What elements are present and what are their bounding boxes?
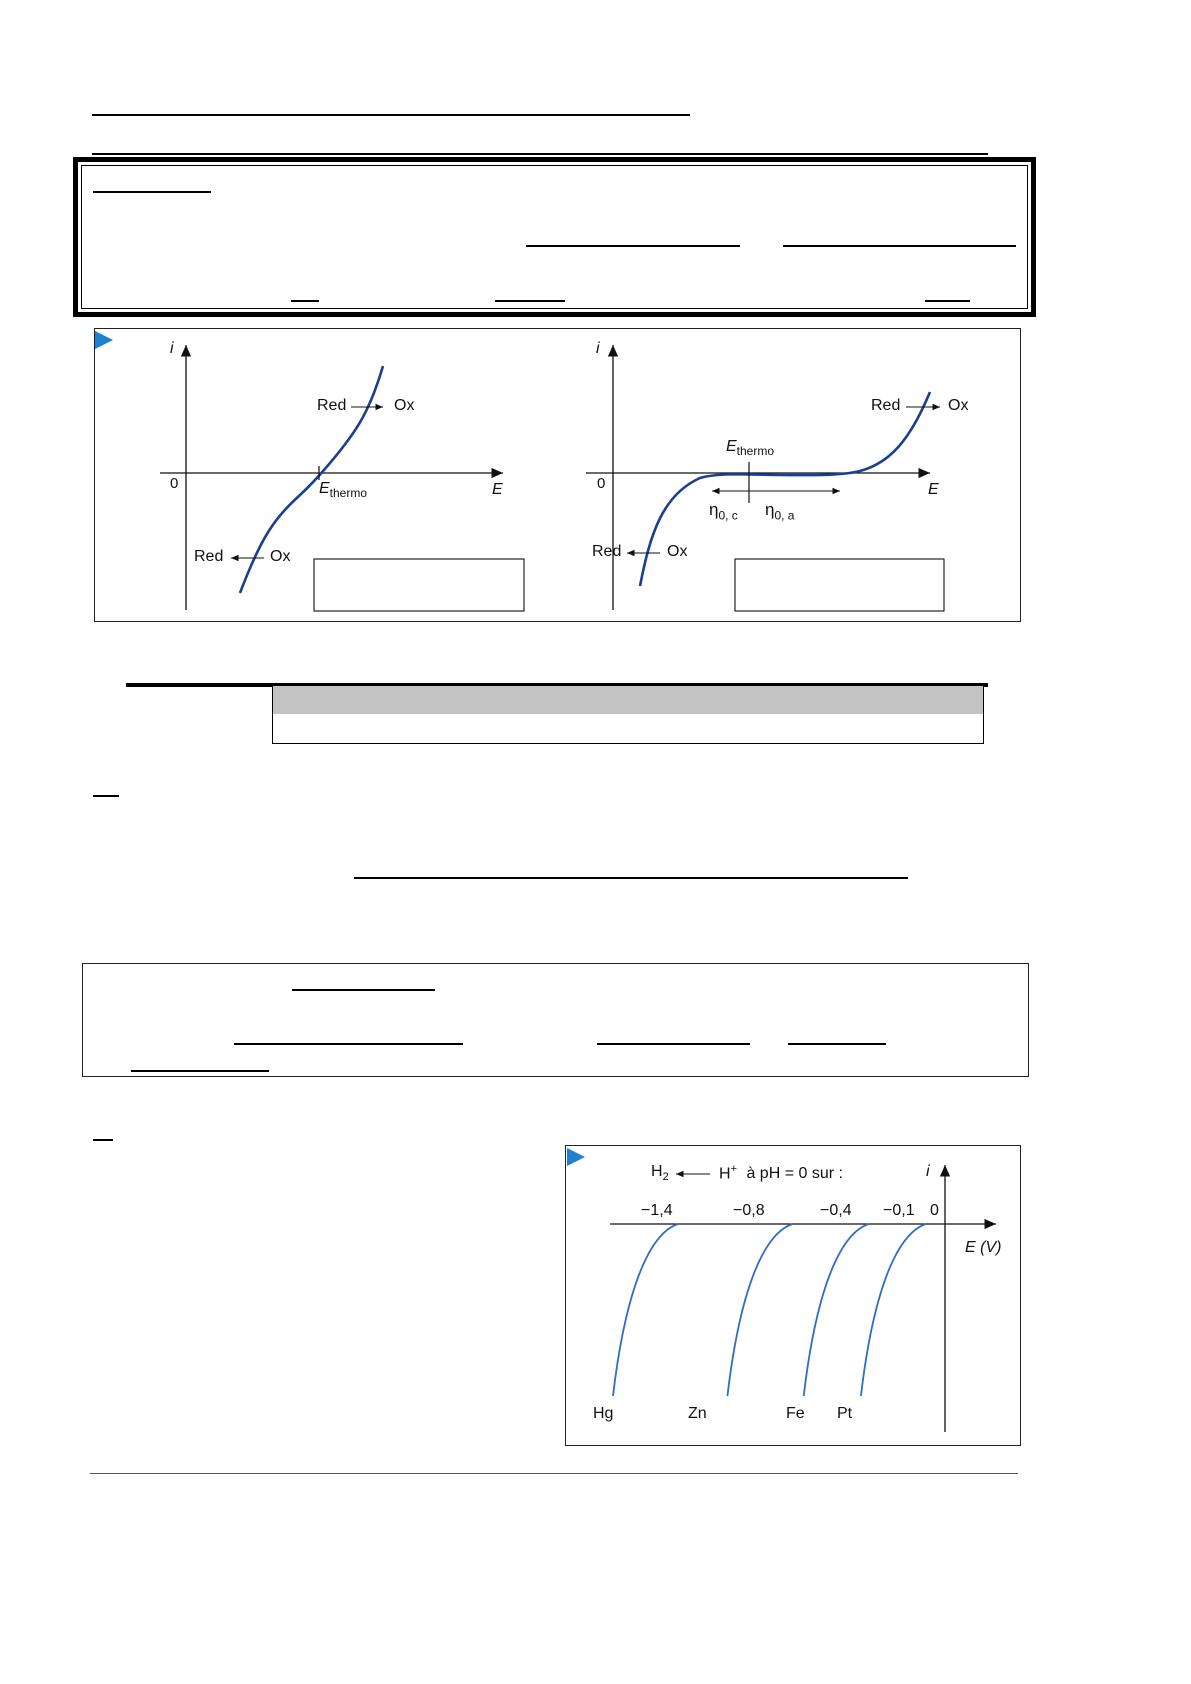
fig2-title [651,1163,669,1183]
fig2-tick-label: 0 [930,1202,939,1219]
right-eta-c-main: η [709,500,719,519]
fig2-metal-label: Hg [593,1405,614,1422]
fig2-tick-label: −1,4 [641,1202,673,1219]
left-axis-i-label: i [170,340,174,357]
box2-underline-c [597,1043,750,1045]
fig2-title-h2: H [651,1163,663,1180]
fig2-axis-i-label: i [926,1163,930,1180]
section-banner-shade [273,686,983,714]
fig2-tick-label: −0,4 [820,1202,852,1219]
definition-box [73,157,1036,317]
definition-underline-b [783,245,1016,247]
fig2-title-plus: + [730,1163,737,1175]
right-e-thermo-label [726,438,774,458]
fig2-metal-label: Pt [837,1405,853,1422]
fig2-tick-label: −0,1 [883,1202,915,1219]
left-e-thermo-label [319,480,367,500]
left-axis-e-label: E [492,481,503,498]
fig2-tick-label: −0,8 [733,1202,765,1219]
left-e-thermo-main: E [319,480,330,497]
footer-rule [90,1473,1018,1474]
box2-underline-a [292,989,435,991]
left-reduction-ox: Ox [270,548,291,565]
figure2-marker-icon [567,1148,585,1166]
header-rule-2 [92,153,988,155]
fig2-metal-label: Zn [688,1405,707,1422]
definition-underline-a [526,245,740,247]
figure1-frame [94,328,1021,622]
fig2-title-h2-sub: 2 [662,1171,669,1184]
paragraph-1-marker [93,795,119,797]
right-axis-i-label: i [596,340,600,357]
fig2-axis-e-text: E (V) [965,1239,1002,1256]
right-reduction-ox: Ox [667,543,688,560]
box2-underline-b [234,1043,463,1045]
left-oxidation-red: Red [317,397,347,414]
right-eta-c-label [709,500,738,522]
left-origin-label: 0 [170,475,179,492]
paragraph-2-marker [93,1139,113,1141]
right-origin-label: 0 [597,475,606,492]
definition-title-underline [93,191,211,193]
right-e-thermo-main: E [726,438,737,455]
figure1-marker-icon [95,331,113,349]
fig2-title-rest: à pH = 0 sur : [746,1165,843,1183]
left-reduction-red: Red [194,548,224,565]
fig2-metal-label: Fe [786,1405,805,1422]
fig2-axis-e-label [965,1239,1001,1257]
definition-underline-d [495,300,565,302]
fig2-title-h: H [719,1165,731,1183]
left-e-thermo-sub: thermo [329,486,368,501]
box2-underline-e [131,1070,269,1072]
fig2-title-hplus [719,1163,843,1183]
right-oxidation-red: Red [871,397,901,414]
right-eta-a-sub: 0, a [774,508,795,523]
box2-underline-d [788,1043,886,1045]
right-reduction-red: Red [592,543,622,560]
definition-underline-c [291,300,319,302]
section-banner [272,686,984,744]
definition-underline-e [925,300,970,302]
left-oxidation-ox: Ox [394,397,415,414]
right-eta-a-label [765,500,794,522]
right-oxidation-ox: Ox [948,397,969,414]
paragraph-1-underline [354,877,908,879]
right-axis-e-label: E [928,481,939,498]
definition-box-2 [82,963,1029,1077]
header-rule-1 [92,114,690,116]
right-eta-a-main: η [765,500,775,519]
right-e-thermo-sub: thermo [736,444,775,459]
right-eta-c-sub: 0, c [718,508,738,523]
figure2-frame [565,1145,1021,1446]
